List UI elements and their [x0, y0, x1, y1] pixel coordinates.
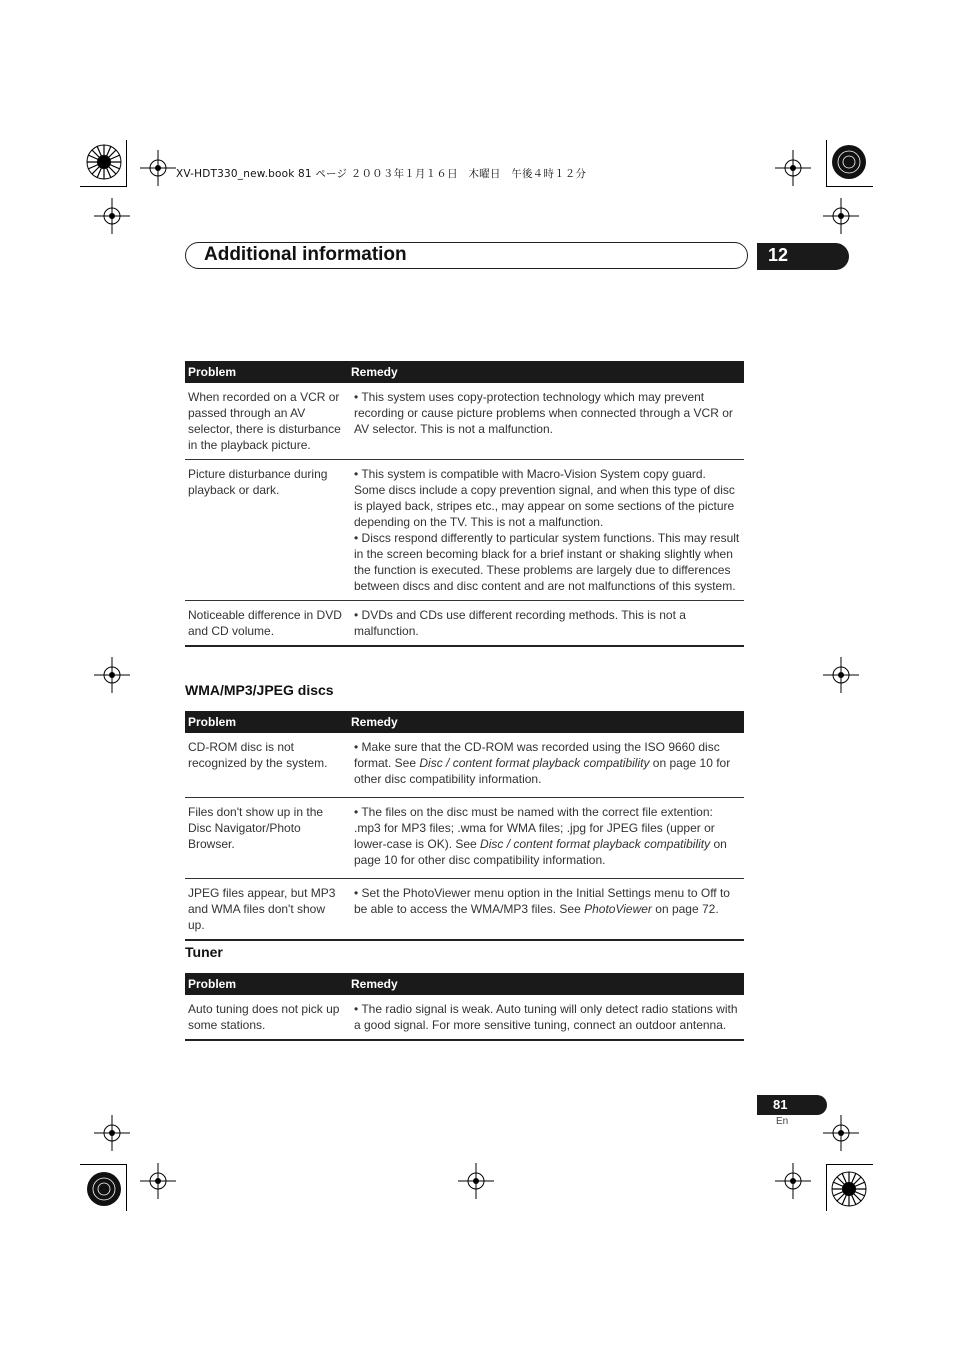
table-header-row — [185, 973, 744, 995]
table-row — [185, 798, 744, 879]
crop-line — [826, 1164, 873, 1165]
print-header: XV-HDT330_new.book 81 ページ ２００３年１月１６日 木曜日 午後４時１２分 — [176, 168, 587, 180]
crop-line — [80, 1164, 127, 1165]
remedy-reference: Disc / content format playback compatibility — [419, 756, 650, 770]
problem-cell: Auto tuning does not pick up some stations. — [185, 995, 348, 1040]
remedy-reference: Disc / content format playback compatibility — [480, 837, 711, 851]
crosshair-icon — [775, 150, 811, 186]
crop-line — [126, 1164, 127, 1211]
remedy-paragraph: • Discs respond differently to particular system functions. This may result in the screen becoming black for a brief instant or shaking slightly when the function is executed. These problems are largely due to differences between discs and disc content and are not malfunctions of this system. — [354, 531, 740, 593]
remedy-cell — [348, 798, 744, 879]
remedy-text: • Set the PhotoViewer menu option in the Initial Settings menu to Off to be able to access the WMA/MP3 files. See — [354, 886, 730, 916]
remedy-text: on page 10 for other disc compatibility information. — [354, 837, 727, 867]
remedy-cell: • This system uses copy-protection technology which may prevent recording or cause picture problems when connected through a VCR or AV selector. This is not a malfunction. — [348, 383, 744, 460]
column-header-problem: Problem — [185, 361, 348, 383]
crosshair-icon — [775, 1163, 811, 1199]
crop-line — [80, 186, 127, 187]
crosshair-icon — [458, 1163, 494, 1199]
crop-line — [826, 1164, 827, 1211]
page-number-badge — [757, 1095, 827, 1115]
problem-cell: JPEG files appear, but MP3 and WMA files don't show up. — [185, 879, 348, 941]
remedy-cell — [348, 879, 744, 941]
remedy-cell: • The radio signal is weak. Auto tuning will only detect radio stations with a good signal. For more sensitive tuning, connect an outdoor antenna. — [348, 995, 744, 1040]
page-title: Additional information — [204, 244, 407, 265]
problem-cell: Files don't show up in the Disc Navigator/Photo Browser. — [185, 798, 348, 879]
registration-mark-top-right — [829, 142, 869, 182]
remedy-cell: • DVDs and CDs use different recording methods. This is not a malfunction. — [348, 601, 744, 647]
table-row — [185, 601, 744, 647]
crosshair-icon — [823, 657, 859, 693]
table-row — [185, 995, 744, 1040]
table-row — [185, 460, 744, 601]
registration-mark-top-left — [84, 142, 124, 182]
problem-cell: When recorded on a VCR or passed through an AV selector, there is disturbance in the playback picture. — [185, 383, 348, 460]
crop-line — [826, 140, 827, 187]
remedy-cell — [348, 733, 744, 798]
problem-cell: CD-ROM disc is not recognized by the system. — [185, 733, 348, 798]
section-heading-wma-mp3-jpeg: WMA/MP3/JPEG discs — [185, 682, 334, 698]
crosshair-icon — [94, 657, 130, 693]
table-header-row — [185, 361, 744, 383]
column-header-remedy: Remedy — [348, 361, 744, 383]
registration-mark-bottom-right — [829, 1169, 869, 1209]
problem-cell: Picture disturbance during playback or dark. — [185, 460, 348, 601]
remedy-text: • Make sure that the CD-ROM was recorded using the ISO 9660 disc format. See — [354, 740, 720, 770]
page-language: En — [776, 1116, 789, 1127]
column-header-problem: Problem — [185, 973, 348, 995]
column-header-remedy: Remedy — [348, 973, 744, 995]
table-header-row — [185, 711, 744, 733]
crosshair-icon — [823, 198, 859, 234]
remedy-text: on page 10 for other disc compatibility information. — [354, 756, 731, 786]
table-row — [185, 733, 744, 798]
crop-line — [826, 186, 873, 187]
troubleshooting-table-wma-mp3-jpeg — [185, 711, 744, 941]
remedy-cell — [348, 460, 744, 601]
problem-cell: Noticeable difference in DVD and CD volume. — [185, 601, 348, 647]
page-number: 81 — [773, 1097, 788, 1112]
column-header-problem: Problem — [185, 711, 348, 733]
troubleshooting-table-video — [185, 361, 744, 647]
crop-line — [126, 140, 127, 187]
section-heading-tuner: Tuner — [185, 944, 223, 960]
crosshair-icon — [94, 198, 130, 234]
remedy-text: • The files on the disc must be named with the correct file extention: .mp3 for MP3 files; .wma for WMA files; .jpg for JPEG files (upper or lower-case is OK). See — [354, 805, 715, 851]
crosshair-icon — [823, 1115, 859, 1151]
remedy-reference: PhotoViewer — [584, 902, 652, 916]
troubleshooting-table-tuner — [185, 973, 744, 1041]
chapter-number: 12 — [768, 245, 789, 265]
table-row — [185, 383, 744, 460]
remedy-paragraph: • This system is compatible with Macro-Vision System copy guard. Some discs include a copy prevention signal, and when this type of disc is played back, stripes etc., may appear on some sections of the picture depending on the TV. This is not a malfunction. — [354, 467, 735, 529]
registration-mark-bottom-left — [84, 1169, 124, 1209]
remedy-text: on page 72. — [651, 902, 719, 916]
crosshair-icon — [140, 1163, 176, 1199]
table-row — [185, 879, 744, 941]
crosshair-icon — [140, 150, 176, 186]
column-header-remedy: Remedy — [348, 711, 744, 733]
crosshair-icon — [94, 1115, 130, 1151]
